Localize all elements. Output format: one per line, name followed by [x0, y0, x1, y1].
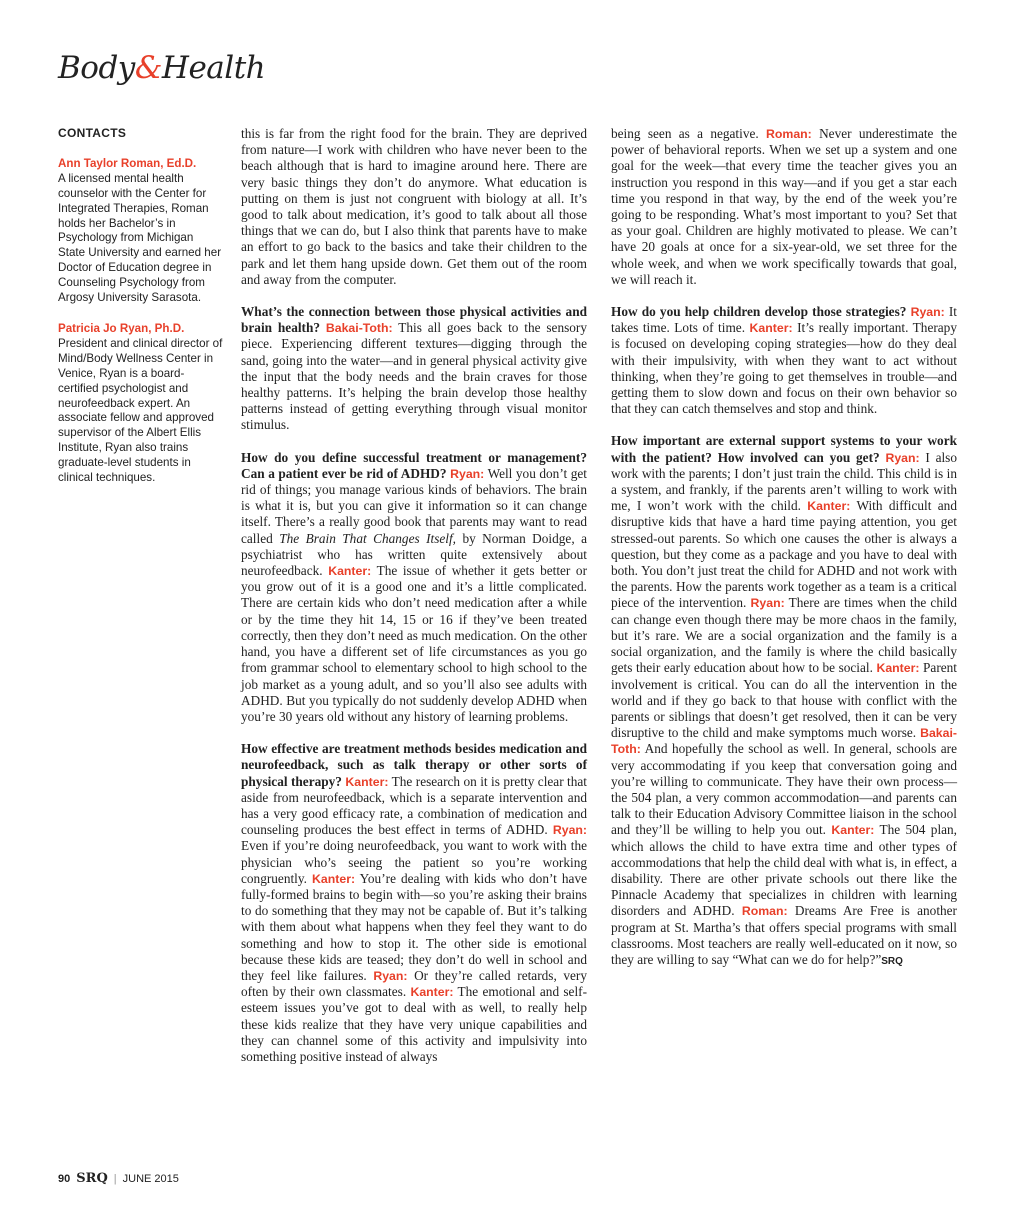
speaker: Kanter:: [807, 499, 851, 514]
page-number: 90: [58, 1173, 71, 1185]
question: How effective are treatment methods besides medication and neurofeedback, such as talk therapy or other sorts of physical therapy?: [241, 741, 587, 789]
contact-name: Ann Taylor Roman, Ed.D.: [58, 156, 197, 170]
article-column-middle: [241, 126, 587, 1081]
speaker: Ryan:: [885, 450, 920, 465]
book-title: The Brain That Changes Itself,: [279, 530, 456, 546]
question: How do you help children develop those strategies?: [611, 304, 907, 320]
magazine-name: SRQ: [76, 1171, 108, 1186]
paragraph: being seen as a negative. Roman: Never underestimate the power of behavioral reports. When we set up a system and one goal for the week—that every time the teacher gives you an instruction you respond in this way—and if you get a star each time you respond in that way, by the end of the week you’re going to be responding. What’s most important to you? Set that as your goal. Children are highly motivated to please. We can’t have 20 goals at once for a six-year-old, we set three for the whole week, and when we work specifically towards that goal, we will reach it.: [611, 126, 957, 287]
article-column-right: [611, 126, 957, 986]
speaker: Kanter:: [876, 661, 920, 676]
footer-separator: |: [113, 1173, 117, 1185]
contact-name: Patricia Jo Ryan, Ph.D.: [58, 321, 185, 335]
speaker: Ryan:: [910, 305, 945, 320]
speaker: Ryan:: [450, 466, 485, 481]
speaker: Bakai-Toth:: [325, 321, 393, 336]
qa-block: How effective are treatment methods besides medication and neurofeedback, such as talk therapy or other sorts of physical therapy? Kanter: The research on it is pretty clear that aside from neurofeedback, which is a separate intervention and has a very good efficacy rate, a combination of medication and counseling produces the best effect in terms of ADHD. Ryan: Even if you’re doing neurofeedback, you want to work with the physician who’s seeing the patient so you’re working congruently. Kanter: You’re dealing with kids who don’t have fully-formed brains to begin with—so you’re asking their brains to do something that they may not be capable of. But it’s talking with them about what happens when they feel they want to do something and how to stop it. The other side is emotional because these kids are teased; they don’t do well in school and they feel like failures. Ryan: Or they’re called retards, very often by their own classmates. Kanter: The emotional and self-esteem issues you’ve got to deal with as well, to really help these kids realize that they have very unique capabilities and they can channel some of this activity and impulsivity into something positive instead of always: [241, 741, 588, 1064]
speaker: Roman:: [741, 904, 788, 919]
contacts-sidebar: [58, 126, 223, 502]
speaker: Ryan:: [750, 596, 785, 611]
speaker: Kanter:: [749, 321, 793, 336]
ampersand: &: [134, 50, 162, 86]
speaker: Kanter:: [345, 774, 389, 789]
contact-bio: President and clinical director of Mind/Body Wellness Center in Venice, Ryan is a board-certified psychologist and neurofeedback expert. An associate fellow and approved supervisor of the Albert Ellis Institute, Ryan also trains graduate-level students in clinical techniques.: [58, 336, 223, 485]
speaker: Kanter:: [831, 823, 875, 838]
paragraph: this is far from the right food for the brain. They are deprived from nature—I work with children who have never been to the beach although that is hard to imagine around here. There are very basic things they don’t do anymore. What education is putting on them is just not congruent with biology at all. It’s good to talk about medication, it’s good to talk about all those things that we can do, but I also think that parents have to make an effort to go back to the basics and take their children to the park and let them hang upside down. Get them out of the room and away from the computer.: [241, 126, 587, 287]
contact-item: [58, 157, 223, 306]
contacts-heading: CONTACTS: [58, 126, 127, 140]
speaker: Roman:: [766, 127, 812, 141]
qa-block: How do you help children develop those strategies? Ryan: It takes time. Lots of time. Kanter: It’s really important. Therapy is focused on developing coping strategies—how do they deal with their impulsivity, with when they want to act without thinking, when they’re going to get themselves in trouble—and getting them to slow down and focus on their own behavior so that they can catch themselves and stop and think.: [611, 304, 957, 417]
question: How important are external support systems to your work with the patient? How involved can you get?: [611, 433, 957, 465]
question: How do you define successful treatment or management? Can a patient ever be rid of ADHD?: [241, 449, 587, 481]
section-title: Body&Health: [58, 50, 266, 86]
issue-date: JUNE 2015: [122, 1173, 179, 1185]
question: What’s the connection between those physical activities and brain health?: [241, 304, 587, 336]
speaker: Bakai-Toth:: [611, 726, 957, 757]
speaker: Kanter:: [410, 985, 454, 1000]
contact-item: [58, 322, 223, 486]
speaker: Kanter:: [328, 564, 372, 579]
speaker: Ryan:: [552, 823, 588, 838]
page-footer: [58, 1171, 179, 1186]
speaker: Kanter:: [312, 871, 356, 886]
qa-block: How do you define successful treatment or management? Can a patient ever be rid of ADHD? Ryan: Well you don’t get rid of things; you manage various kinds of behaviors. The brain is what it is, but you can give it information so it can change itself. There’s a really good book that parents may want to read called The Brain That Changes Itself, by Norman Doidge, a psychiatrist who has written quite extensively about neurofeedback. Kanter: The issue of whether it gets better or you grow out of it is a good one and it’s a little complicated. There are certain kids who don’t need medication after a while or by the time they hit 14, 15 or 16 if they’ve been treated correctly, then they don’t need as much medication. On the other hand, you have a different set of life circumstances as you go from grammar school to elementary school to high school to the job market as a young adult, and so you’ll also see adults with ADHD. But you typically do not suddenly develop ADHD when you’re 30 years old without any history of learning problems.: [241, 449, 588, 724]
qa-block: What’s the connection between those physical activities and brain health? Bakai-Toth: This all goes back to the sensory piece. Experiencing different textures—digging through the sand, going into the water—and in general physical activity give the input that the body needs and the brain craves for those healthy patterns. It’s helping the brain develop those healthy patterns instead of getting everything through visual monitor stimulus.: [241, 304, 587, 433]
contact-bio: A licensed mental health counselor with the Center for Integrated Therapies, Roman holds her Bachelor’s in Psychology from Michigan State University and earned her Doctor of Education degree in Counseling Psychology from Argosy University Sarasota.: [58, 171, 222, 305]
end-mark: SRQ: [881, 955, 903, 967]
qa-block: How important are external support systems to your work with the patient? How involved can you get? Ryan: I also work with the parents; I don’t just train the child. This child is in a system, and frankly, if the parents aren’t willing to work with me, I won’t work with the child. Kanter: With difficult and disruptive kids that have a hard time paying attention, you get stressed-out parents. So which one causes the other is always a question, but they come as a package and you have to deal with both. You don’t just treat the child for ADHD and not work with the parents. How the parents work together as a team is a critical piece of the intervention. Ryan: There are times when the child can change even though there may be more chaos in the family, but it’s rare. We are a social organization and the family is a social organization, and the family is where the child basically gets their early education about how to be social. Kanter: Parent involvement is critical. You can do all the intervention in the world and if they go back to that house with conflict with the parents or siblings that doesn’t get resolved, then it can be very disruptive to the child and make symptoms much worse. Bakai-Toth: And hopefully the school as well. In general, schools are very accommodating if you keep that conversation going and you’re willing to communicate. They have their own process—the 504 plan, a very common accommodation—and parents can talk to their Education Advisory Committee liaison in the school and they’ll be willing to help you out. Kanter: The 504 plan, which allows the child to have extra time and other types of accommodations that help the child deal with what is, in effect, a disability. There are other private schools out there like the Pinnacle Academy that specializes in children with learning disorders and ADHD. Roman: Dreams Are Free is another program at St. Martha’s that offers special programs with small classrooms. Most teachers are really well-educated on it now, so they are willing to say “What can we do for help?”SRQ: [611, 433, 958, 967]
speaker: Ryan:: [373, 968, 408, 983]
